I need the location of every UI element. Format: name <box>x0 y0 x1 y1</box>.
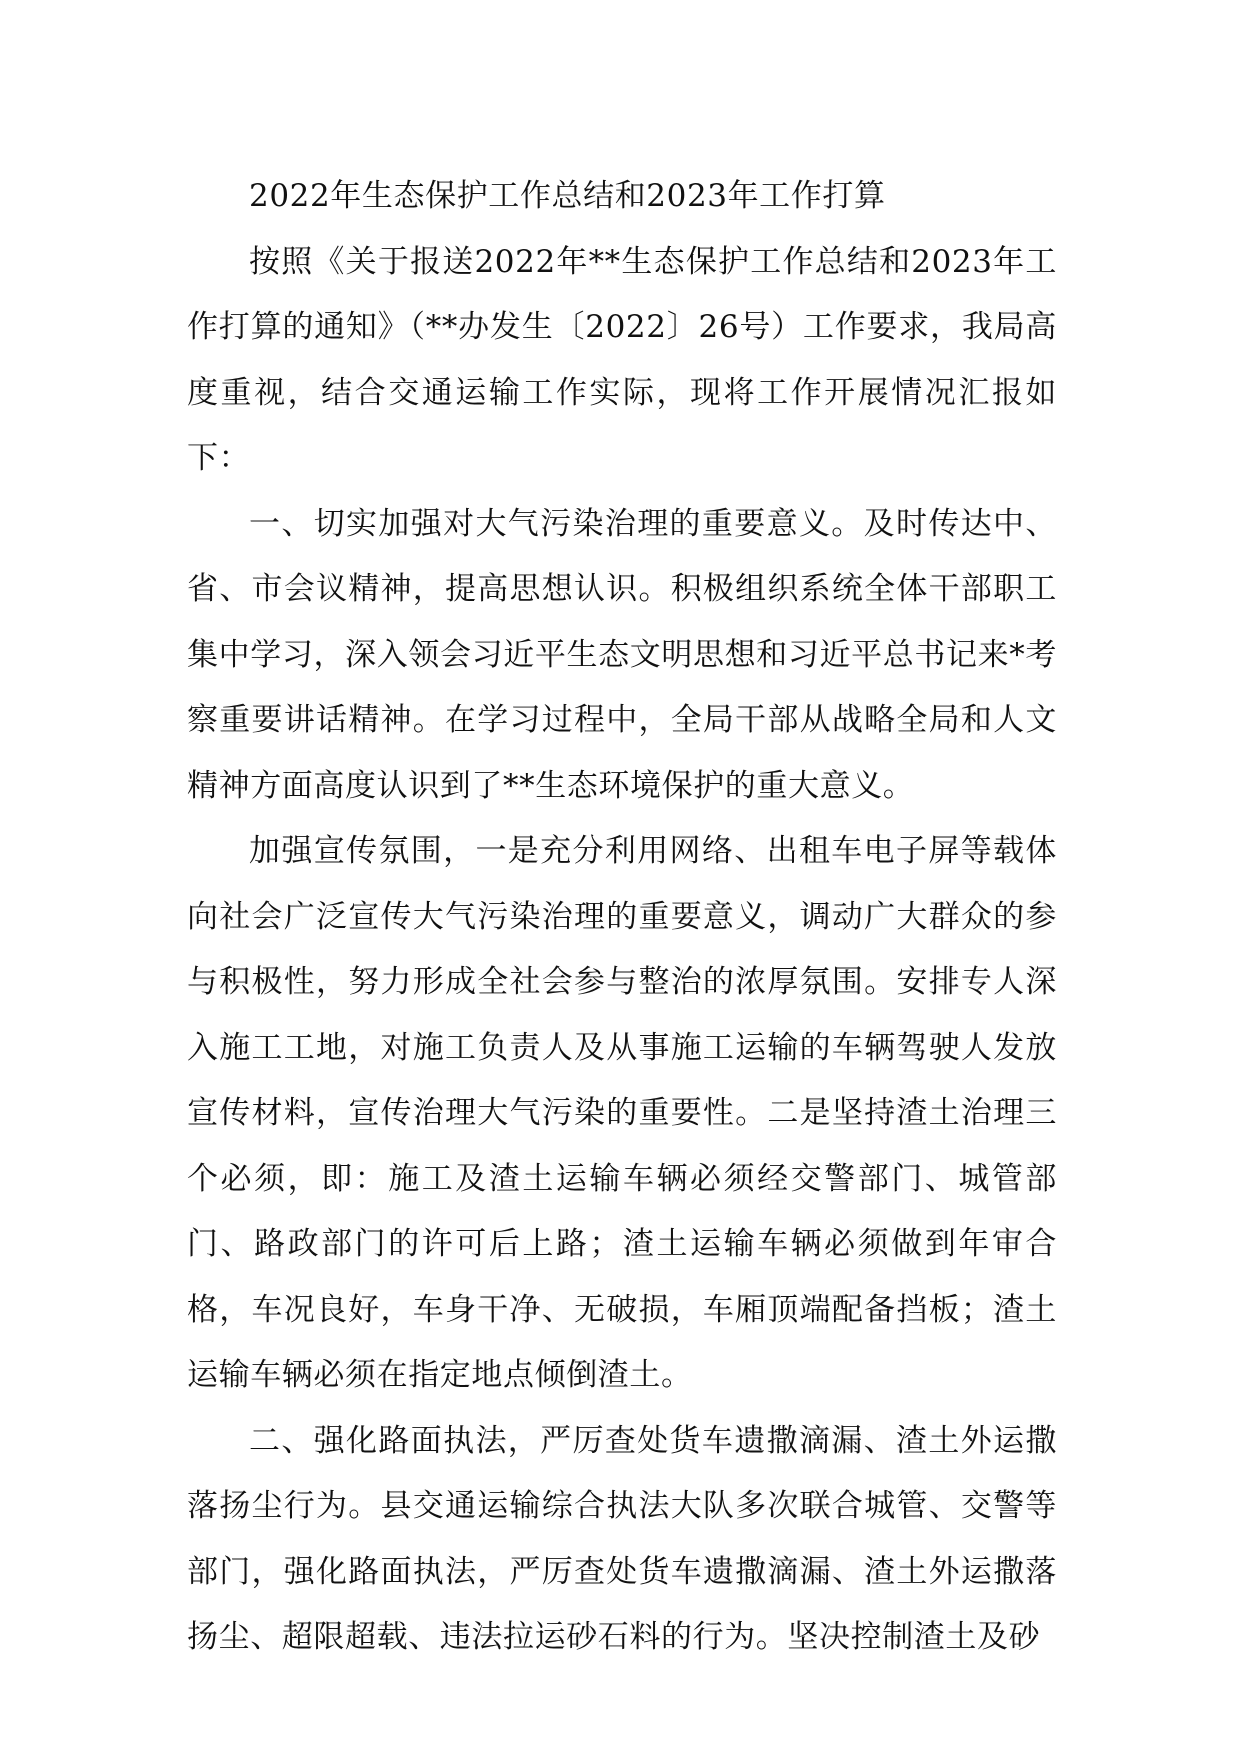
document-body <box>187 164 1057 1671</box>
paragraph-intro: 按照《关于报送2022年**生态保护工作总结和2023年工作打算的通知》（**办发生〔2022〕26号）工作要求，我局高度重视，结合交通运输工作实际，现将工作开展情况汇报如下： <box>187 243 1057 476</box>
paragraph-section-two: 二、强化路面执法，严厉查处货车遗撒滴漏、渣土外运撒落扬尘行为。县交通运输综合执法大队多次联合城管、交警等部门，强化路面执法，严厉查处货车遗撒滴漏、渣土外运撒落扬尘、超限超载、违法拉运砂石料的行为。坚决控制渣土及砂 <box>187 1422 1057 1655</box>
document-title: 2022年生态保护工作总结和2023年工作打算 <box>249 178 886 214</box>
paragraph-section-one: 一、切实加强对大气污染治理的重要意义。及时传达中、省、市会议精神，提高思想认识。积极组织系统全体干部职工集中学习，深入领会习近平生态文明思想和习近平总书记来*考察重要讲话精神。在学习过程中，全局干部从战略全局和人文精神方面高度认识到了**生态环境保护的重大意义。 <box>187 505 1057 804</box>
paragraph-publicity: 加强宣传氛围，一是充分利用网络、出租车电子屏等载体向社会广泛宣传大气污染治理的重要意义，调动广大群众的参与积极性，努力形成全社会参与整治的浓厚氛围。安排专人深入施工工地，对施工负责人及从事施工运输的车辆驾驶人发放宣传材料，宣传治理大气污染的重要性。二是坚持渣土治理三个必须，即：施工及渣土运输车辆必须经交警部门、城管部门、路政部门的许可后上路；渣土运输车辆必须做到年审合格，车况良好，车身干净、无破损，车厢顶端配备挡板；渣土运输车辆必须在指定地点倾倒渣土。 <box>187 833 1057 1393</box>
